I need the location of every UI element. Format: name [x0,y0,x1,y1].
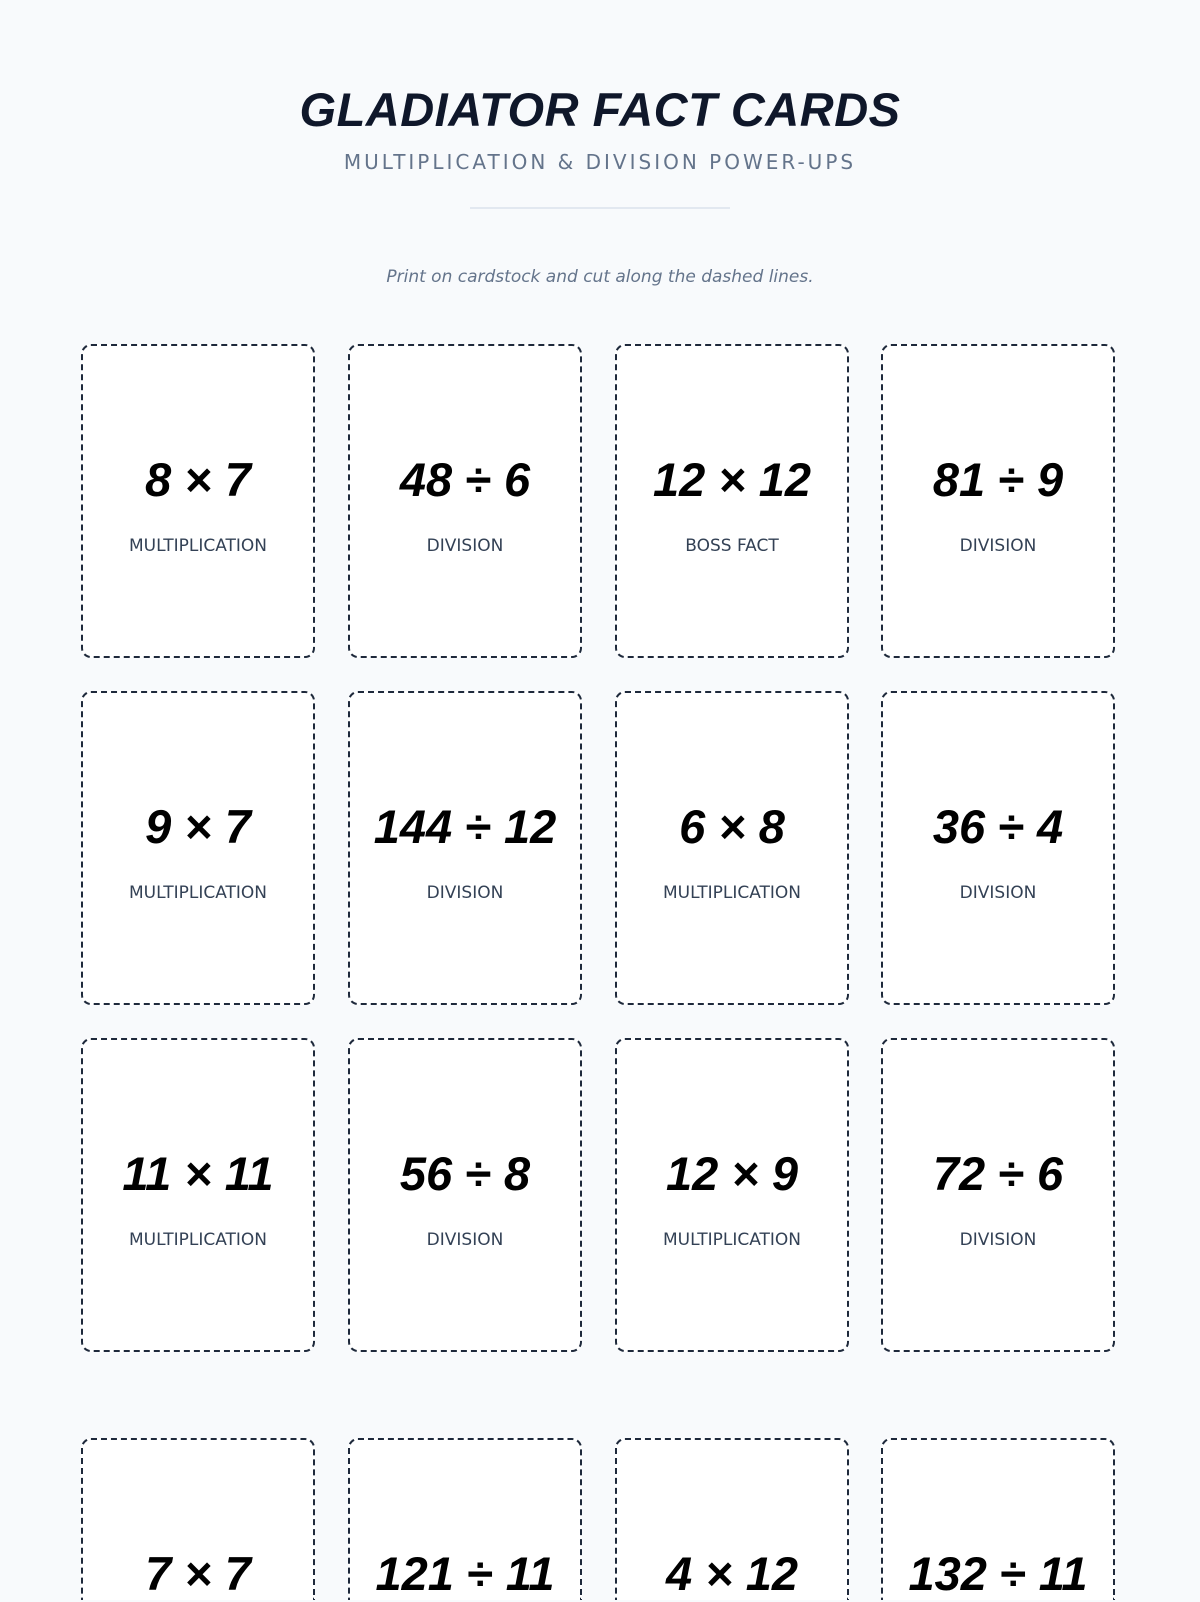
fact-card [881,1038,1115,1352]
page-subtitle: MULTIPLICATION & DIVISION POWER-UPS [343,150,857,174]
card-category: DIVISION [426,883,504,903]
card-fact: 6 × 8 [679,800,785,853]
card-fact: 48 ÷ 6 [399,453,531,506]
fact-card [81,1438,315,1600]
card-category: MULTIPLICATION [128,536,268,556]
header-divider [470,207,730,209]
card-category: DIVISION [426,536,504,556]
card-category: DIVISION [959,536,1037,556]
fact-card [881,344,1115,658]
card-category: DIVISION [426,1230,504,1250]
card-fact: 144 ÷ 12 [373,800,557,853]
card-fact: 81 ÷ 9 [932,453,1064,506]
fact-card [81,1038,315,1352]
fact-card [615,1038,849,1352]
fact-card [348,344,582,658]
fact-card [881,1438,1115,1600]
card-category: DIVISION [959,883,1037,903]
fact-card [81,691,315,1005]
card-category: MULTIPLICATION [128,883,268,903]
fact-card [348,691,582,1005]
card-fact: 12 × 12 [652,453,812,506]
fact-card [615,344,849,658]
card-category: BOSS FACT [685,536,779,556]
card-category: MULTIPLICATION [128,1230,268,1250]
card-fact: 56 ÷ 8 [399,1147,531,1200]
card-fact: 72 ÷ 6 [932,1147,1064,1200]
card-category: MULTIPLICATION [662,883,802,903]
card-fact: 4 × 12 [666,1547,798,1600]
card-fact: 11 × 11 [122,1147,274,1200]
fact-card [81,344,315,658]
fact-card [615,1438,849,1600]
card-fact: 8 × 7 [145,453,251,506]
card-fact: 121 ÷ 11 [375,1547,555,1600]
card-fact: 36 ÷ 4 [932,800,1064,853]
fact-card [615,691,849,1005]
fact-card [348,1038,582,1352]
card-fact: 7 × 7 [145,1547,251,1600]
card-category: MULTIPLICATION [662,1230,802,1250]
fact-card [348,1438,582,1600]
card-fact: 132 ÷ 11 [908,1547,1088,1600]
print-instructions: Print on cardstock and cut along the dashed lines. [386,267,814,287]
page-title: GLADIATOR FACT CARDS [299,83,901,136]
card-fact: 12 × 9 [666,1147,798,1200]
card-category: DIVISION [959,1230,1037,1250]
card-fact: 9 × 7 [145,800,251,853]
fact-card [881,691,1115,1005]
